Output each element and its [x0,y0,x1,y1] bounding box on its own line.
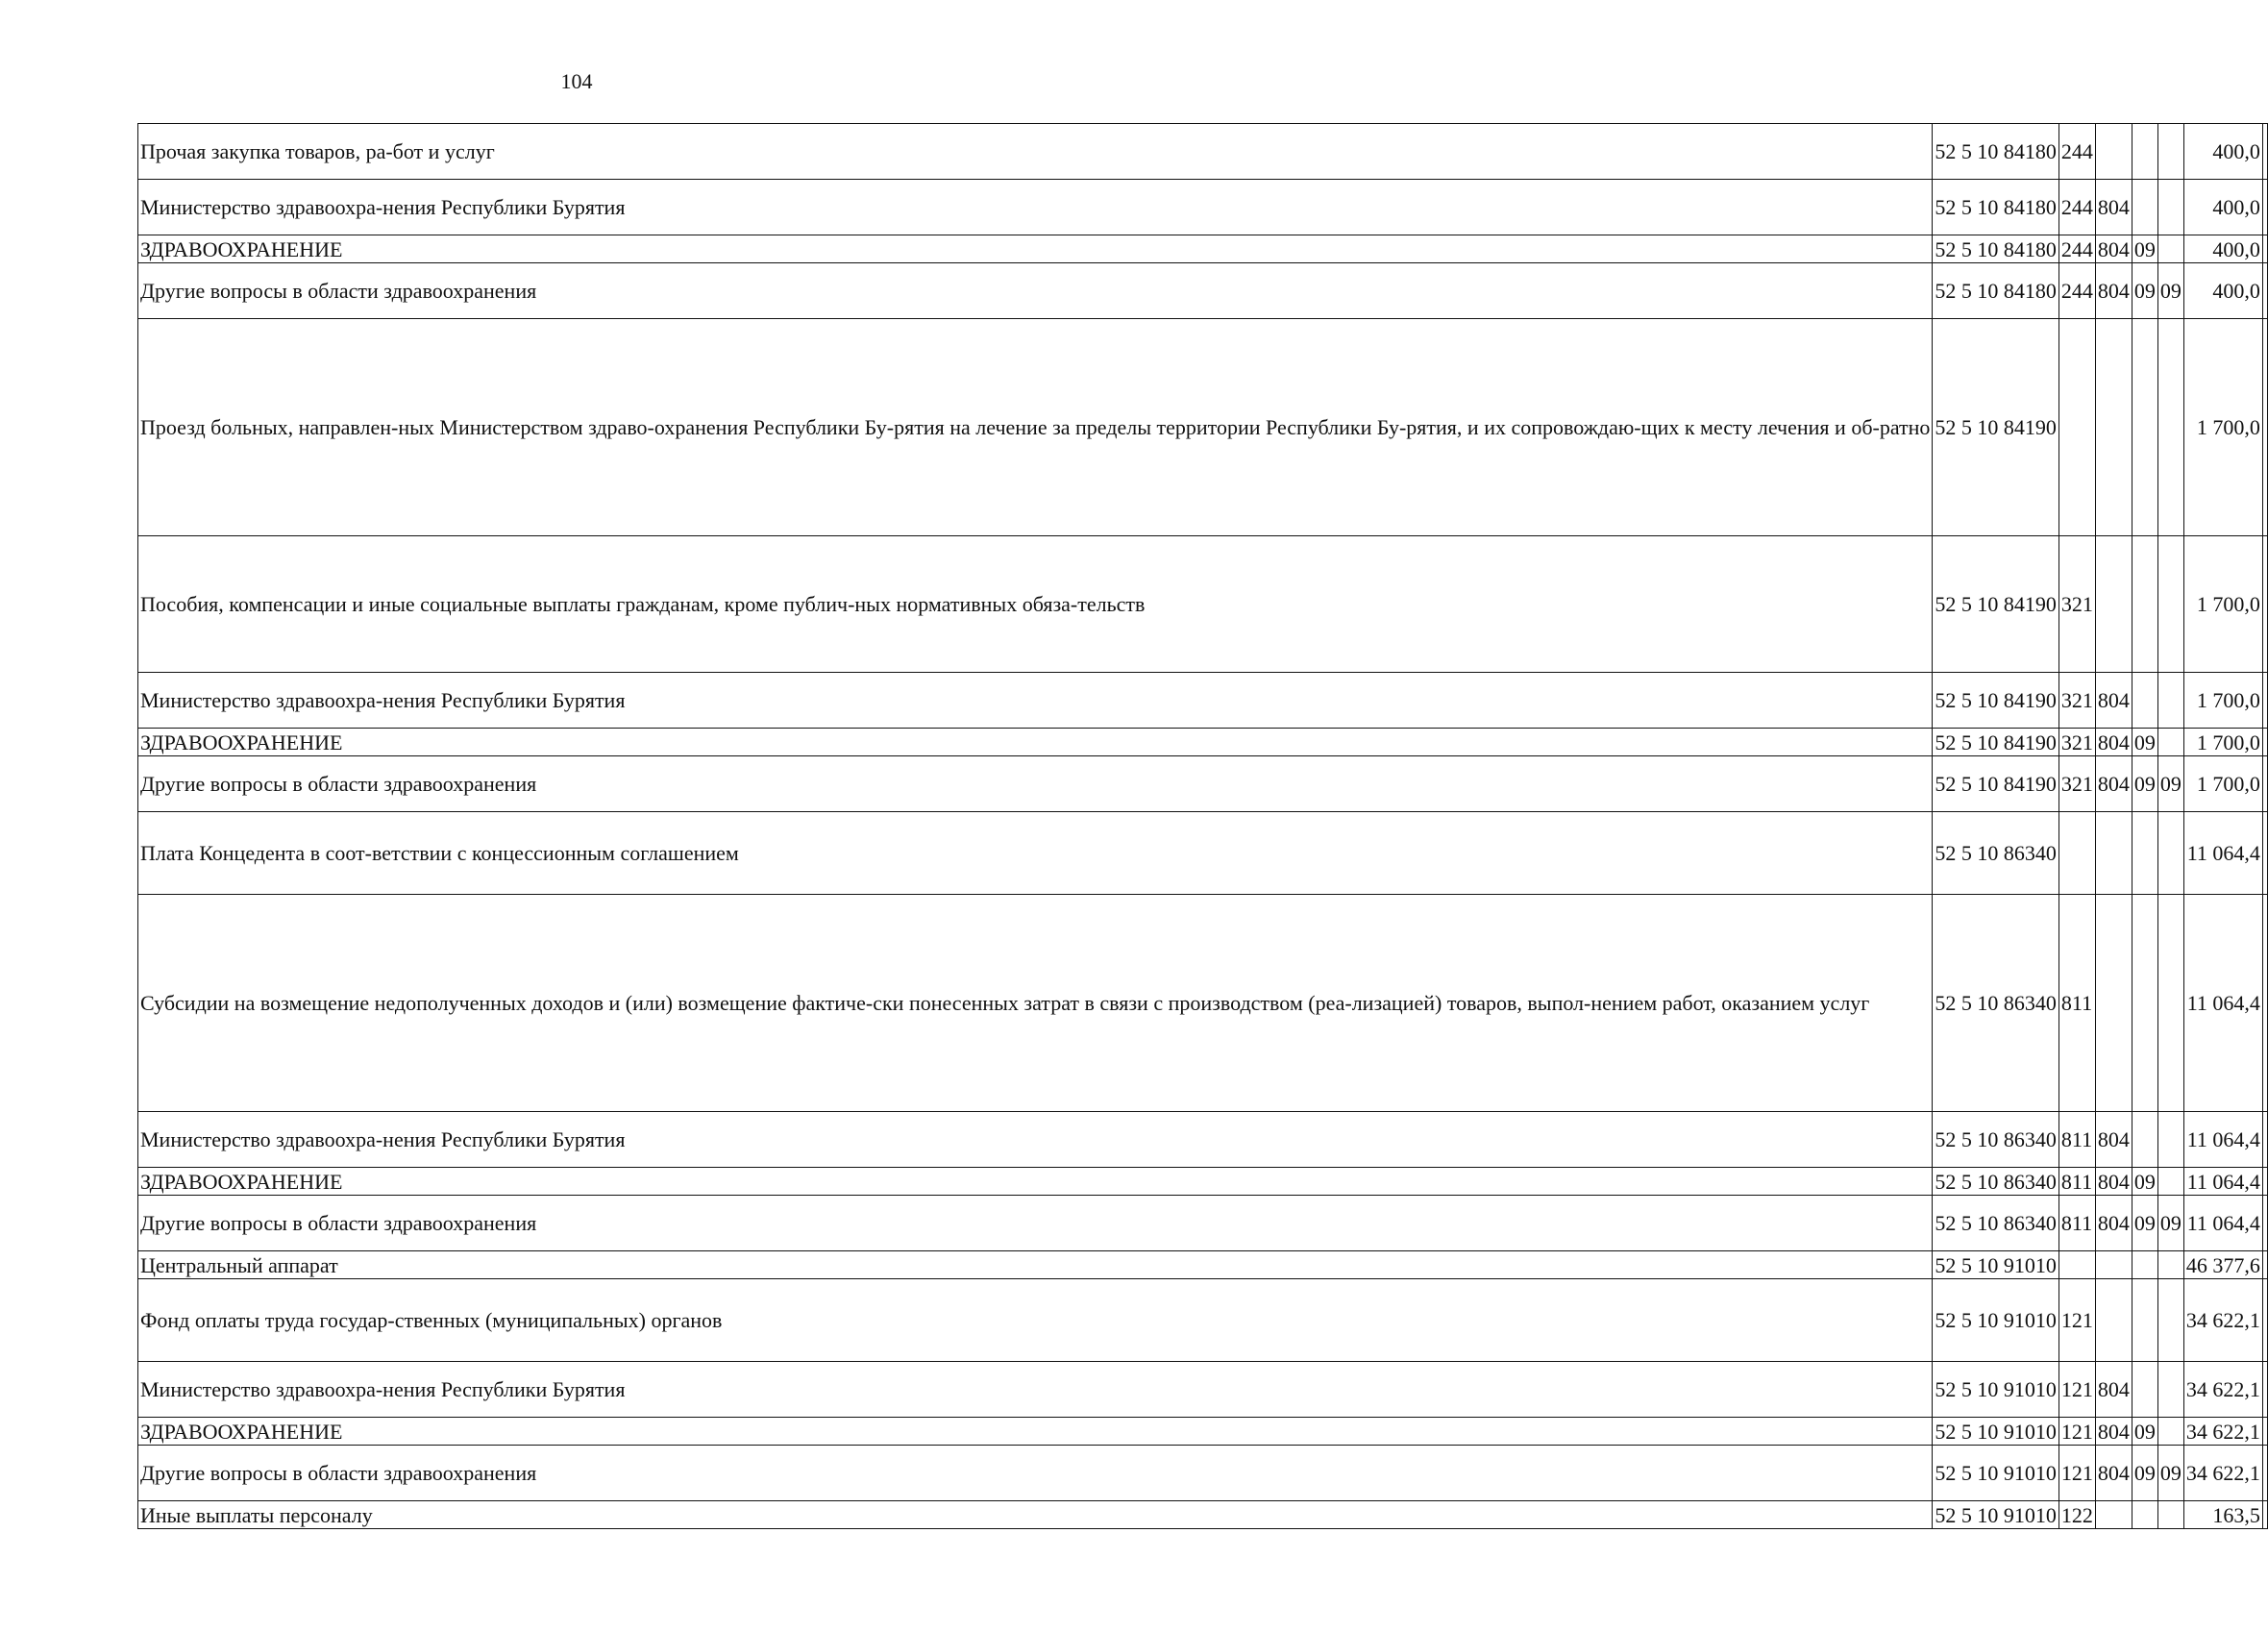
section-cell [2132,1501,2157,1529]
ministry-code-cell [2095,1279,2132,1362]
amount-cell: 11 064,4 [2183,1196,2262,1251]
subsection-cell [2157,1112,2183,1168]
ministry-code-cell: 804 [2095,756,2132,812]
empty-cell [2262,1362,2267,1418]
section-cell [2132,812,2157,895]
target-code-cell: 52 5 10 84190 [1933,319,2059,536]
amount-cell: 1 700,0 [2183,536,2262,673]
table-row [138,1112,2268,1168]
target-code-cell: 52 5 10 84180 [1933,180,2059,235]
section-cell [2132,895,2157,1112]
subsection-cell [2157,1279,2183,1362]
empty-cell [2262,124,2267,180]
amount-cell: 34 622,1 [2183,1362,2262,1418]
section-cell: 09 [2132,1196,2157,1251]
empty-cell [2262,1279,2267,1362]
empty-cell [2262,1251,2267,1279]
expense-type-cell: 811 [2058,1168,2095,1196]
row-name-cell: Фонд оплаты труда государ-ственных (муниципальных) органов [138,1279,1933,1362]
table-row [138,1196,2268,1251]
section-cell [2132,180,2157,235]
section-cell [2132,1362,2157,1418]
expense-type-cell: 121 [2058,1362,2095,1418]
ministry-code-cell [2095,124,2132,180]
subsection-cell [2157,1251,2183,1279]
row-name-cell: ЗДРАВООХРАНЕНИЕ [138,235,1933,263]
target-code-cell: 52 5 10 86340 [1933,895,2059,1112]
expense-type-cell: 321 [2058,673,2095,729]
subsection-cell [2157,319,2183,536]
ministry-code-cell [2095,1501,2132,1529]
row-name-cell: ЗДРАВООХРАНЕНИЕ [138,729,1933,756]
ministry-code-cell: 804 [2095,673,2132,729]
amount-cell: 1 700,0 [2183,319,2262,536]
ministry-code-cell [2095,812,2132,895]
ministry-code-cell: 804 [2095,180,2132,235]
expense-type-cell [2058,1251,2095,1279]
empty-cell [2262,180,2267,235]
expense-type-cell: 244 [2058,263,2095,319]
ministry-code-cell: 804 [2095,729,2132,756]
target-code-cell: 52 5 10 91010 [1933,1446,2059,1501]
expense-type-cell: 244 [2058,124,2095,180]
subsection-cell [2157,1168,2183,1196]
amount-cell: 400,0 [2183,235,2262,263]
ministry-code-cell [2095,895,2132,1112]
row-name-cell: Пособия, компенсации и иные социальные выплаты гражданам, кроме публич-ных нормативных обяза-тельств [138,536,1933,673]
amount-cell: 1 700,0 [2183,729,2262,756]
section-cell [2132,536,2157,673]
target-code-cell: 52 5 10 91010 [1933,1251,2059,1279]
section-cell [2132,124,2157,180]
row-name-cell: Другие вопросы в области здравоохранения [138,1446,1933,1501]
subsection-cell [2157,1501,2183,1529]
subsection-cell: 09 [2157,1446,2183,1501]
section-cell: 09 [2132,729,2157,756]
table-row [138,319,2268,536]
empty-cell [2262,1112,2267,1168]
amount-cell: 400,0 [2183,263,2262,319]
subsection-cell: 09 [2157,263,2183,319]
table-row [138,1168,2268,1196]
target-code-cell: 52 5 10 86340 [1933,1196,2059,1251]
empty-cell [2262,1196,2267,1251]
row-name-cell: Министерство здравоохра-нения Республики Бурятия [138,1362,1933,1418]
row-name-cell: ЗДРАВООХРАНЕНИЕ [138,1168,1933,1196]
empty-cell [2262,235,2267,263]
table-row [138,1251,2268,1279]
amount-cell: 1 700,0 [2183,756,2262,812]
subsection-cell [2157,729,2183,756]
expense-type-cell [2058,812,2095,895]
subsection-cell [2157,180,2183,235]
expense-type-cell: 321 [2058,756,2095,812]
expense-type-cell: 244 [2058,180,2095,235]
empty-cell [2262,263,2267,319]
expense-type-cell: 811 [2058,1196,2095,1251]
amount-cell: 400,0 [2183,124,2262,180]
table-row [138,1362,2268,1418]
target-code-cell: 52 5 10 84180 [1933,263,2059,319]
expense-type-cell: 121 [2058,1279,2095,1362]
table-row [138,536,2268,673]
subsection-cell [2157,673,2183,729]
row-name-cell: Министерство здравоохра-нения Республики Бурятия [138,673,1933,729]
table-row [138,235,2268,263]
expense-type-cell: 121 [2058,1446,2095,1501]
empty-cell [2262,812,2267,895]
table-row [138,1418,2268,1446]
target-code-cell: 52 5 10 86340 [1933,812,2059,895]
section-cell [2132,319,2157,536]
subsection-cell [2157,235,2183,263]
expense-type-cell: 321 [2058,729,2095,756]
ministry-code-cell [2095,319,2132,536]
table-row [138,812,2268,895]
ministry-code-cell: 804 [2095,1362,2132,1418]
page-number: 104 [560,69,593,93]
row-name-cell: Иные выплаты персоналу [138,1501,1933,1529]
ministry-code-cell: 804 [2095,235,2132,263]
row-name-cell: Субсидии на возмещение недополученных доходов и (или) возмещение фактиче-ски понесенных затрат в связи с производством (реа-лизацией) товаров, выпол-нением работ, оказанием услуг [138,895,1933,1112]
row-name-cell: Плата Концедента в соот-ветствии с концессионным соглашением [138,812,1933,895]
row-name-cell: Проезд больных, направлен-ных Министерством здраво-охранения Республики Бу-рятия на лечение за пределы территории Республики Бу-рятия, и их сопровождаю-щих к месту лечения и об-ратно [138,319,1933,536]
subsection-cell: 09 [2157,756,2183,812]
section-cell: 09 [2132,263,2157,319]
ministry-code-cell: 804 [2095,1196,2132,1251]
amount-cell: 400,0 [2183,180,2262,235]
section-cell [2132,1251,2157,1279]
amount-cell: 34 622,1 [2183,1279,2262,1362]
subsection-cell [2157,812,2183,895]
target-code-cell: 52 5 10 86340 [1933,1112,2059,1168]
amount-cell: 34 622,1 [2183,1446,2262,1501]
amount-cell: 34 622,1 [2183,1418,2262,1446]
table-row [138,263,2268,319]
subsection-cell [2157,1418,2183,1446]
empty-cell [2262,895,2267,1112]
section-cell: 09 [2132,1446,2157,1501]
row-name-cell: Министерство здравоохра-нения Республики Бурятия [138,180,1933,235]
subsection-cell: 09 [2157,1196,2183,1251]
table-row [138,1446,2268,1501]
target-code-cell: 52 5 10 91010 [1933,1418,2059,1446]
empty-cell [2262,729,2267,756]
table-body [138,124,2268,1529]
expense-type-cell: 811 [2058,1112,2095,1168]
table-row [138,729,2268,756]
ministry-code-cell: 804 [2095,263,2132,319]
ministry-code-cell [2095,536,2132,673]
section-cell: 09 [2132,1168,2157,1196]
empty-cell [2262,1446,2267,1501]
table-row [138,180,2268,235]
subsection-cell [2157,536,2183,673]
target-code-cell: 52 5 10 84190 [1933,536,2059,673]
target-code-cell: 52 5 10 84190 [1933,756,2059,812]
amount-cell: 46 377,6 [2183,1251,2262,1279]
ministry-code-cell [2095,1251,2132,1279]
target-code-cell: 52 5 10 84180 [1933,235,2059,263]
table-row [138,124,2268,180]
subsection-cell [2157,895,2183,1112]
table-row [138,1501,2268,1529]
amount-cell: 163,5 [2183,1501,2262,1529]
row-name-cell: Министерство здравоохра-нения Республики Бурятия [138,1112,1933,1168]
section-cell [2132,1112,2157,1168]
ministry-code-cell: 804 [2095,1112,2132,1168]
amount-cell: 11 064,4 [2183,895,2262,1112]
expense-type-cell [2058,319,2095,536]
target-code-cell: 52 5 10 91010 [1933,1501,2059,1529]
expense-type-cell: 244 [2058,235,2095,263]
ministry-code-cell: 804 [2095,1446,2132,1501]
target-code-cell: 52 5 10 91010 [1933,1362,2059,1418]
budget-table [137,123,2268,1529]
expense-type-cell: 811 [2058,895,2095,1112]
empty-cell [2262,319,2267,536]
target-code-cell: 52 5 10 84190 [1933,673,2059,729]
table-row [138,673,2268,729]
empty-cell [2262,1168,2267,1196]
amount-cell: 1 700,0 [2183,673,2262,729]
empty-cell [2262,1501,2267,1529]
section-cell: 09 [2132,1418,2157,1446]
empty-cell [2262,756,2267,812]
section-cell [2132,673,2157,729]
row-name-cell: Центральный аппарат [138,1251,1933,1279]
section-cell: 09 [2132,756,2157,812]
ministry-code-cell: 804 [2095,1418,2132,1446]
target-code-cell: 52 5 10 84190 [1933,729,2059,756]
target-code-cell: 52 5 10 86340 [1933,1168,2059,1196]
expense-type-cell: 321 [2058,536,2095,673]
empty-cell [2262,673,2267,729]
row-name-cell: Прочая закупка товаров, ра-бот и услуг [138,124,1933,180]
row-name-cell: ЗДРАВООХРАНЕНИЕ [138,1418,1933,1446]
section-cell: 09 [2132,235,2157,263]
table-row [138,1279,2268,1362]
row-name-cell: Другие вопросы в области здравоохранения [138,1196,1933,1251]
table-row [138,756,2268,812]
empty-cell [2262,1418,2267,1446]
amount-cell: 11 064,4 [2183,1168,2262,1196]
empty-cell [2262,536,2267,673]
section-cell [2132,1279,2157,1362]
expense-type-cell: 121 [2058,1418,2095,1446]
row-name-cell: Другие вопросы в области здравоохранения [138,756,1933,812]
subsection-cell [2157,1362,2183,1418]
table-row [138,895,2268,1112]
subsection-cell [2157,124,2183,180]
amount-cell: 11 064,4 [2183,812,2262,895]
target-code-cell: 52 5 10 84180 [1933,124,2059,180]
target-code-cell: 52 5 10 91010 [1933,1279,2059,1362]
ministry-code-cell: 804 [2095,1168,2132,1196]
row-name-cell: Другие вопросы в области здравоохранения [138,263,1933,319]
expense-type-cell: 122 [2058,1501,2095,1529]
amount-cell: 11 064,4 [2183,1112,2262,1168]
